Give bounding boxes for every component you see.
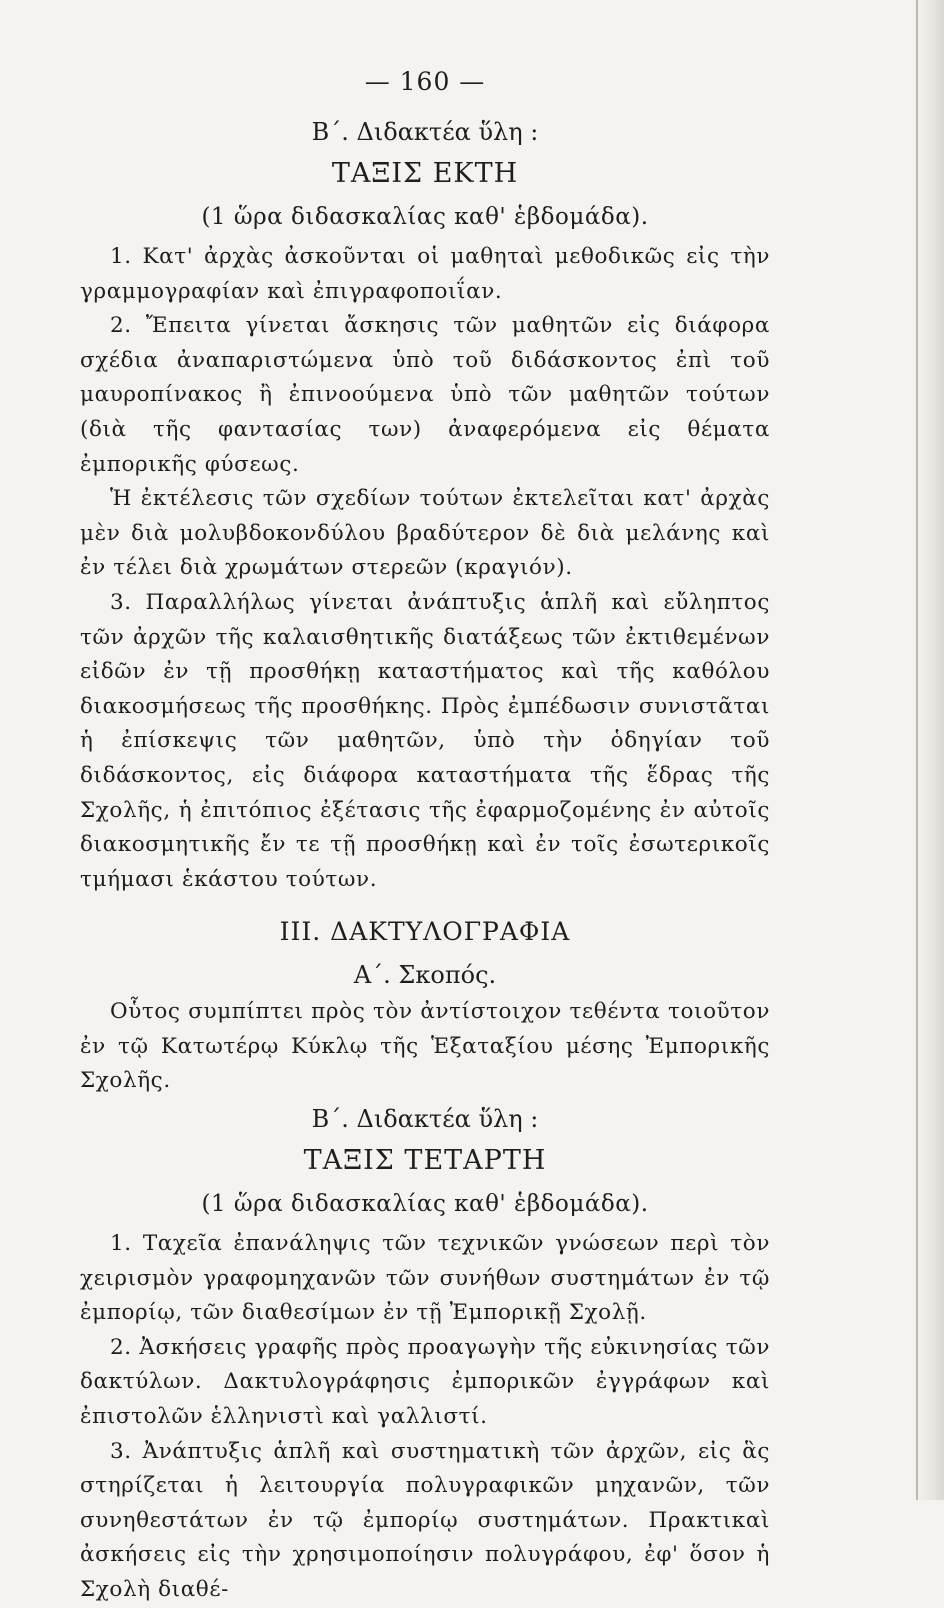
paragraph: 2. Ἔπειτα γίνεται ἄσκησις τῶν μαθητῶν εἰς διάφορα σχέδια ἀναπαριστώμενα ὑπὸ τοῦ διδάσκοντος ἐπὶ τοῦ μαυροπίνακος ἢ ἐπινοούμενα ὑπὸ τῶν μαθητῶν τούτων (διὰ τῆς φαντασίας των) ἀναφερόμενα εἰς θέματα ἐμπορικῆς φύσεως. bbox=[80, 313, 770, 477]
section-b1 bbox=[80, 112, 770, 897]
paragraph: Ἡ ἐκτέλεσις τῶν σχεδίων τούτων ἐκτελεῖται κατ' ἀρχὰς μὲν διὰ μολυβδοκονδύλου βραδύτερον δὲ διὰ μελάνης καὶ ἐν τέλει διὰ χρωμάτων στερεῶν (κραγιόν). bbox=[80, 486, 770, 581]
aim-label: Α΄. Σκοπός. bbox=[353, 961, 497, 990]
section-label: Β΄. Διδακτέα ὕλη : bbox=[311, 118, 539, 146]
time-note: (1 ὥρα διδασκαλίας καθ' ἑβδομάδα). bbox=[201, 204, 649, 230]
paragraph: 3. Παραλλήλως γίνεται ἀνάπτυξις ἁπλῆ καὶ εὔληπτος τῶν ἀρχῶν τῆς καλαισθητικῆς διατάξεως τῶν ἐκτιθεμένων εἰδῶν ἐν τῇ προσθήκῃ καταστήματος καὶ τῆς καθόλου διακοσμήσεως τῆς προσθήκης. Πρὸς ἐμπέδωσιν συνιστᾶται ἡ ἐπίσκεψις τῶν μαθητῶν, ὑπὸ τὴν ὁδηγίαν τοῦ διδάσκοντος, εἰς διάφορα καταστήματα τῆς ἕδρας τῆς Σχολῆς, ἡ ἐπιτόπιος ἐξέτασις τῆς ἐφαρμοζομένης ἐν αὐτοῖς διακοσμητικῆς ἔν τε τῇ προσθήκῃ καὶ ἐν τοῖς ἐσωτερικοῖς τμήμασι ἑκάστου τούτων. bbox=[80, 589, 770, 892]
section-iii bbox=[80, 909, 770, 1099]
section-heading: III. ΔΑΚΤΥΛΟΓΡΑΦΙΑ bbox=[279, 917, 571, 947]
paragraph: 3. Ἀνάπτυξις ἁπλῆ καὶ συστηματικὴ τῶν ἀρχῶν, εἰς ἃς στηρίζεται ἡ λειτουργία πολυγραφικῶν μηχανῶν, τῶν συνηθεστάτων ἐν τῷ ἐμπορίῳ συστημάτων. Πρακτικαὶ ἀσκήσεις εἰς τὴν χρησιμοποίησιν πολυγράφου, ἐφ' ὅσον ἡ Σχολὴ διαθέ- bbox=[80, 1438, 770, 1602]
time-note: (1 ὥρα διδασκαλίας καθ' ἑβδομάδα). bbox=[201, 1191, 649, 1218]
page-edge-line bbox=[916, 0, 918, 1500]
class-title: ΤΑΞΙΣ ΤΕΤΑΡΤΗ bbox=[303, 1145, 547, 1177]
paragraph: 1. Ταχεῖα ἐπανάληψις τῶν τεχνικῶν γνώσεων περὶ τὸν χειρισμὸν γραφομηχανῶν τῶν συνήθων συστημάτων ἐν τῷ ἐμπορίῳ, τῶν διαθεσίμων ἐν τῇ Ἐμπορικῇ Σχολῇ. bbox=[80, 1231, 770, 1326]
paragraph: Οὗτος συμπίπτει πρὸς τὸν ἀντίστοιχον τεθέντα τοιοῦτον ἐν τῷ Κατωτέρῳ Κύκλῳ τῆς Ἑξαταξίου μέσης Ἐμπορικῆς Σχολῆς. bbox=[80, 999, 770, 1094]
paragraph: 1. Κατ' ἀρχὰς ἀσκοῦνται οἱ μαθηταὶ μεθοδικῶς εἰς τὴν γραμμογραφίαν καὶ ἐπιγραφοποιΐαν. bbox=[80, 244, 770, 304]
page-content bbox=[80, 62, 770, 1608]
section-b2 bbox=[80, 1099, 770, 1608]
paragraph: 2. Ἀσκήσεις γραφῆς πρὸς προαγωγὴν τῆς εὐκινησίας τῶν δακτύλων. Δακτυλογράφησις ἐμπορικῶν ἐγγράφων καὶ ἐπιστολῶν ἑλληνιστὶ καὶ γαλλιστί. bbox=[80, 1334, 770, 1430]
section-label: Β΄. Διδακτέα ὕλη : bbox=[311, 1105, 539, 1134]
page-edge-shadow bbox=[916, 0, 944, 1500]
class-title: ΤΑΞΙΣ ΕΚΤΗ bbox=[331, 158, 519, 189]
page-number: — 160 — bbox=[364, 67, 486, 96]
